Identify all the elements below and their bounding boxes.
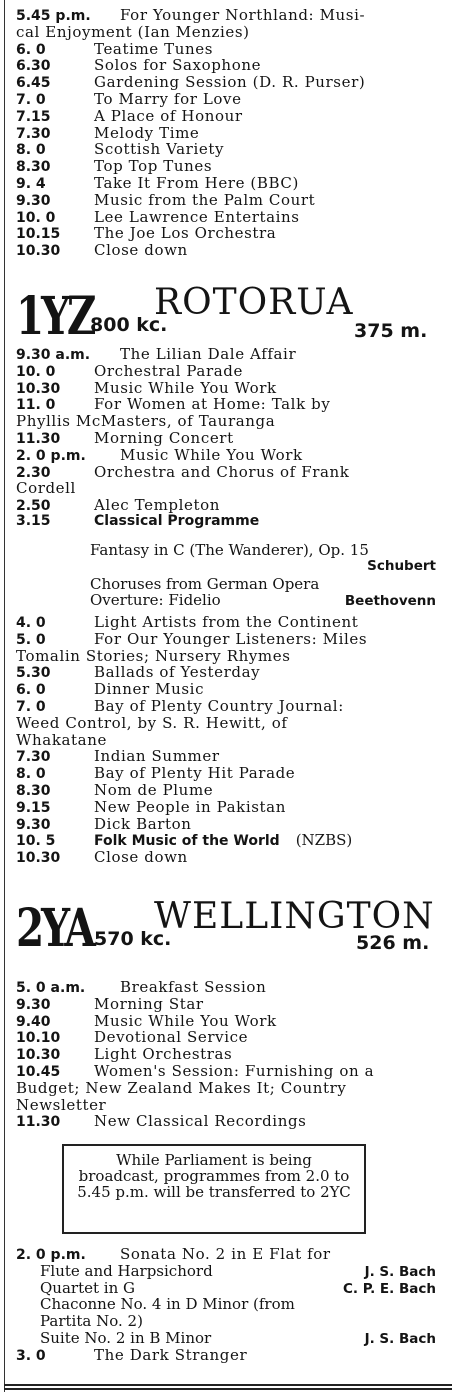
programme-title: Morning Concert [94, 428, 234, 447]
programme-time: 10. 0 [16, 209, 56, 226]
programme-time: 4. 0 [16, 615, 46, 631]
list-item [16, 496, 444, 513]
programme-time: 5.45 p.m. [16, 8, 91, 24]
list-item [16, 446, 444, 463]
programme-time: 11.30 [16, 430, 61, 447]
list-item [16, 107, 444, 124]
programme-title-continued: cal Enjoyment (Ian Menzies) [16, 22, 250, 41]
programme-title: Music While You Work [94, 378, 277, 397]
programme-item-overture: Overture: Fidelio Beethovenn [90, 591, 436, 610]
programme-time: 8. 0 [16, 766, 46, 783]
list-item [16, 224, 444, 241]
list-item [16, 157, 444, 174]
list-item: Chaconne No. 4 in D Minor (from [40, 1295, 295, 1314]
programme-time: 10.10 [16, 1030, 61, 1047]
programme-title: For Younger Northland: Musi- [120, 6, 366, 24]
programme-title: Music from the Palm Court [94, 190, 316, 209]
programme-time: 10. 0 [16, 363, 56, 380]
parliament-notice-text: While Parliament is being broadcast, programmes from 2.0 to 5.45 p.m. will be transferred to 2YC [77, 1151, 351, 1201]
list-item [16, 815, 444, 832]
programme-time: 2. 0 p.m. [16, 447, 86, 464]
programme-time: 8.30 [16, 159, 51, 176]
programme-title: Devotional Service [94, 1028, 249, 1047]
programme-time: 2.30 [16, 464, 51, 481]
programme-title: Dick Barton [94, 814, 192, 833]
programme-title-continued: Whakatane [16, 730, 107, 749]
programme-title: Close down [94, 848, 188, 867]
programme-time: 6.45 [16, 75, 51, 92]
list-item-continuation [16, 412, 444, 429]
list-item [16, 241, 444, 258]
list-item [16, 630, 444, 647]
programme-title: Dinner Music [94, 680, 205, 699]
list-item [16, 1012, 444, 1029]
programme-title: Top Top Tunes [94, 157, 213, 176]
programme-time: 5.30 [16, 665, 51, 682]
programme-title: Take It From Here (BBC) [94, 173, 299, 192]
list-item [16, 90, 444, 107]
list-item: 3. 0 The Dark Stranger [16, 1345, 248, 1364]
programme-time: 6. 0 [16, 41, 46, 58]
list-item [16, 124, 444, 141]
list-item [16, 1112, 444, 1129]
list-item: Quartet in G C. P. E. Bach [40, 1278, 436, 1297]
station-call-sign: 1YZ [16, 286, 94, 347]
list-item-continuation [16, 647, 444, 664]
list-item-continuation [16, 23, 444, 40]
programme-title: Orchestra and Chorus of Frank [94, 462, 350, 481]
column-rule [4, 0, 5, 1392]
programme-time: 8.30 [16, 782, 51, 799]
programme-time: 10.30 [16, 243, 61, 260]
programme-title-continued: Budget; New Zealand Makes It; Country [16, 1078, 347, 1097]
programme-time: 10.30 [16, 850, 61, 867]
programme-title: Classical Programme [94, 512, 260, 529]
programme-title: Close down [94, 241, 188, 260]
classical-programme-details [16, 541, 444, 608]
programme-title: New Classical Recordings [94, 1112, 307, 1131]
programme-title: Orchestral Parade [94, 361, 243, 380]
list-item [16, 663, 444, 680]
list-item [16, 208, 444, 225]
list-item-continuation: Flute and Harpsichord J. S. Bach [40, 1261, 436, 1280]
list-item [16, 697, 444, 714]
programme-time: 9. 4 [16, 175, 46, 192]
programme-list-wellington-morning [16, 978, 444, 1129]
programme-title: Lee Lawrence Entertains [94, 207, 300, 226]
programme-title-continued: Tomalin Stories; Nursery Rhymes [16, 646, 291, 665]
programme-title: Ballads of Yesterday [94, 663, 261, 682]
list-item [16, 848, 444, 865]
programme-time: 7.15 [16, 108, 51, 125]
list-item [16, 798, 444, 815]
list-item [16, 345, 444, 362]
programme-title: Bay of Plenty Country Journal: [94, 696, 344, 715]
list-item [16, 831, 444, 848]
list-item [16, 395, 444, 412]
programme-time: 10.30 [16, 1047, 61, 1064]
list-item [16, 6, 444, 23]
list-item-continuation: Partita No. 2) [40, 1312, 143, 1331]
programme-item-fantasy: Fantasy in C (The Wanderer), Op. 15 [90, 541, 369, 559]
programme-time: 9.15 [16, 799, 51, 816]
programme-title: Scottish Variety [94, 140, 225, 159]
programme-title: Solos for Saxophone [94, 56, 262, 75]
programme-time: 2.50 [16, 498, 51, 515]
list-item [16, 1028, 444, 1045]
station-wavelength: 526 m. [356, 932, 430, 954]
programme-list-wellington-afternoon [16, 1245, 444, 1363]
programme-title: Folk Music of the World [94, 833, 280, 850]
station-frequency: 570 kc. [94, 928, 172, 950]
list-item [16, 680, 444, 697]
station-city: ROTORUA [154, 282, 354, 323]
station-city: WELLINGTON [154, 896, 435, 937]
programme-time: 7. 0 [16, 91, 46, 108]
composer-line: Schubert [367, 557, 436, 574]
programme-title: Bay of Plenty Hit Parade [94, 764, 296, 783]
programme-time: 9.40 [16, 1013, 51, 1030]
list-item-continuation [16, 1079, 444, 1096]
list-item-continuation [16, 731, 444, 748]
list-item [16, 140, 444, 157]
programme-item-choruses: Choruses from German Opera [90, 574, 320, 593]
list-item [16, 995, 444, 1012]
list-item [16, 1045, 444, 1062]
programme-title: A Place of Honour [94, 106, 243, 125]
programme-title: For Our Younger Listeners: Miles [94, 629, 368, 648]
programme-time: 5. 0 a.m. [16, 980, 86, 996]
programme-title: Alec Templeton [94, 496, 221, 515]
programme-title: Teatime Tunes [94, 39, 214, 58]
list-item: Suite No. 2 in B Minor J. S. Bach [40, 1328, 436, 1347]
station-frequency: 800 kc. [90, 314, 168, 336]
programme-title: The Lilian Dale Affair [120, 345, 297, 363]
list-item [16, 764, 444, 781]
programme-time: 3.15 [16, 512, 51, 529]
programme-title: Melody Time [94, 123, 200, 142]
programme-title: The Joe Los Orchestra [94, 224, 277, 243]
programme-time: 11.30 [16, 1114, 61, 1131]
list-item [16, 463, 444, 480]
list-item: 2. 0 p.m. Sonata No. 2 in E Flat for [16, 1245, 331, 1263]
programme-time: 10.15 [16, 226, 61, 243]
station-header-wellington [16, 896, 446, 959]
list-item-continuation [16, 479, 444, 496]
bottom-rule [4, 1388, 452, 1390]
programme-title: Light Orchestras [94, 1045, 233, 1064]
station-call-sign: 2YA [16, 898, 93, 959]
list-item [16, 781, 444, 798]
list-item [16, 174, 444, 191]
programme-list-rotorua-afternoon [16, 613, 444, 865]
programme-time: 6. 0 [16, 682, 46, 699]
programme-title: Breakfast Session [120, 978, 267, 996]
programme-title: Music While You Work [94, 1011, 277, 1030]
list-item [16, 747, 444, 764]
station-wavelength: 375 m. [354, 320, 428, 342]
programme-title: Indian Summer [94, 747, 220, 766]
list-item [16, 379, 444, 396]
programme-time: 7.30 [16, 125, 51, 142]
programme-title-continued: Weed Control, by S. R. Hewitt, of [16, 713, 288, 732]
list-item [16, 191, 444, 208]
programme-time: 9.30 a.m. [16, 347, 91, 363]
programme-time: 8. 0 [16, 142, 46, 159]
programme-time: 9.30 [16, 996, 51, 1013]
programme-time: 7.30 [16, 749, 51, 766]
programme-title-continued: Newsletter [16, 1095, 107, 1114]
programme-title: Nom de Plume [94, 780, 214, 799]
list-item-continuation [16, 1096, 444, 1113]
programme-time: 9.30 [16, 816, 51, 833]
programme-list-rotorua-morning [16, 345, 444, 530]
list-item [16, 613, 444, 630]
programme-title-continued: Phyllis McMasters, of Tauranga [16, 412, 276, 431]
programme-title: Light Artists from the Continent [94, 613, 359, 631]
list-item [16, 1062, 444, 1079]
parliament-notice-box [62, 1144, 366, 1234]
programme-time: 10.45 [16, 1063, 61, 1080]
list-item [16, 56, 444, 73]
programme-time: 9.30 [16, 192, 51, 209]
programme-list-northland [16, 6, 444, 258]
programme-time: 11. 0 [16, 397, 56, 414]
station-header-rotorua [16, 282, 446, 347]
programme-time: 10.30 [16, 380, 61, 397]
list-item [16, 429, 444, 446]
programme-title-continued: Cordell [16, 479, 76, 498]
programme-title: New People in Pakistan [94, 797, 286, 816]
list-item [16, 362, 444, 379]
list-item [16, 978, 444, 995]
programme-time: 10. 5 [16, 833, 56, 850]
list-item [16, 40, 444, 57]
programme-title: Music While You Work [120, 445, 303, 464]
programme-title: Women's Session: Furnishing on a [94, 1061, 375, 1080]
programme-title: For Women at Home: Talk by [94, 395, 331, 414]
list-item-continuation [16, 714, 444, 731]
list-item [16, 513, 444, 530]
programme-title: Morning Star [94, 994, 204, 1013]
programme-time: 5. 0 [16, 631, 46, 648]
programme-title: To Marry for Love [94, 89, 242, 108]
list-item [16, 73, 444, 90]
programme-time: 7. 0 [16, 698, 46, 715]
programme-time: 6.30 [16, 58, 51, 75]
programme-source: (NZBS) [295, 831, 353, 850]
programme-title: Gardening Session (D. R. Purser) [94, 73, 366, 92]
